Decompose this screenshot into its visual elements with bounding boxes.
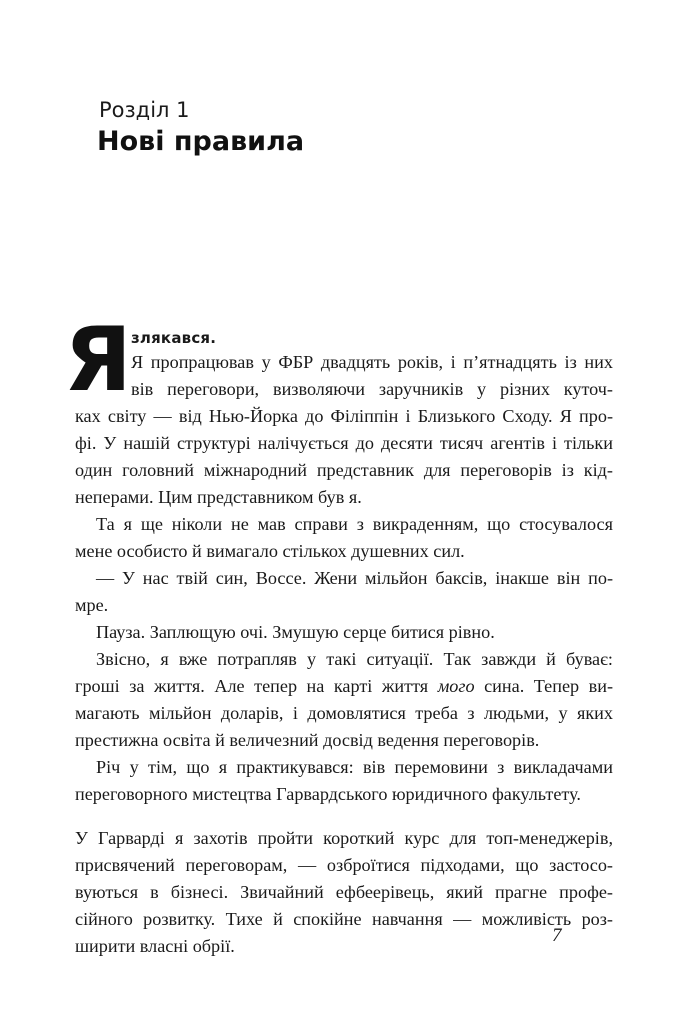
text-line: ках світу — від Нью-Йорка до Філіппін і Близького Сходу. Я про- <box>75 406 613 426</box>
text-line: неперами. Цим представником був я. <box>75 487 362 507</box>
text-line: вуються в бізнесі. Звичайний ефбеерівець, який прагне профе- <box>75 882 613 902</box>
text-line: вів переговори, визволяючи заручників у різних куточ- <box>131 379 613 399</box>
text-line: престижна освіта й величезний досвід ведення переговорів. <box>75 730 540 750</box>
text-line: мене особисто й вимагало стількох душевних сил. <box>75 541 465 561</box>
page-number: 7 <box>552 925 562 946</box>
emphasis: мого <box>437 676 475 696</box>
text-line: Звісно, я вже потрапляв у такі ситуації. Так завжди й буває: <box>96 649 613 669</box>
drop-cap: Я <box>64 308 132 411</box>
text-segment: сина. Тепер ви- <box>484 676 614 696</box>
text-line: — У нас твій син, Воссе. Жени мільйон баксів, інакше він по- <box>96 568 613 588</box>
chapter-label: Розділ 1 <box>99 98 190 122</box>
text-line: У Гарварді я захотів пройти короткий курс для топ-менеджерів, <box>75 828 613 848</box>
text-line: магають мільйон доларів, і домовлятися треба з людьми, у яких <box>75 703 613 723</box>
text-segment: гроші за життя. Але тепер на карті життя <box>75 676 429 696</box>
text-line: присвячений переговорам, — озброїтися підходами, що застосо- <box>75 855 613 875</box>
text-line: один головний міжнародний представник для переговорів із кід- <box>75 460 613 480</box>
text-line: Я пропрацював у ФБР двадцять років, і п’ятнадцять із них <box>131 352 613 372</box>
lead-word: злякався. <box>131 329 217 347</box>
chapter-title: Нові правила <box>97 126 305 157</box>
text-line: ширити власні обрії. <box>75 936 235 956</box>
text-line: Пауза. Заплющую очі. Змушую серце битися рівно. <box>96 622 495 642</box>
text-line: фі. У нашій структурі налічується до десяти тисяч агентів і тільки <box>75 433 613 453</box>
text-line: мре. <box>75 595 109 615</box>
text-line: Річ у тім, що я практикувався: вів перемовини з викладачами <box>96 757 613 777</box>
text-line: сійного розвитку. Тихе й спокійне навчання — можливість роз- <box>75 909 613 929</box>
text-line <box>75 675 613 697</box>
text-line <box>131 326 613 348</box>
text-line: Та я ще ніколи не мав справи з викраденням, що стосувалося <box>96 514 613 534</box>
text-line: переговорного мистецтва Гарвардського юридичного факультету. <box>75 784 581 804</box>
